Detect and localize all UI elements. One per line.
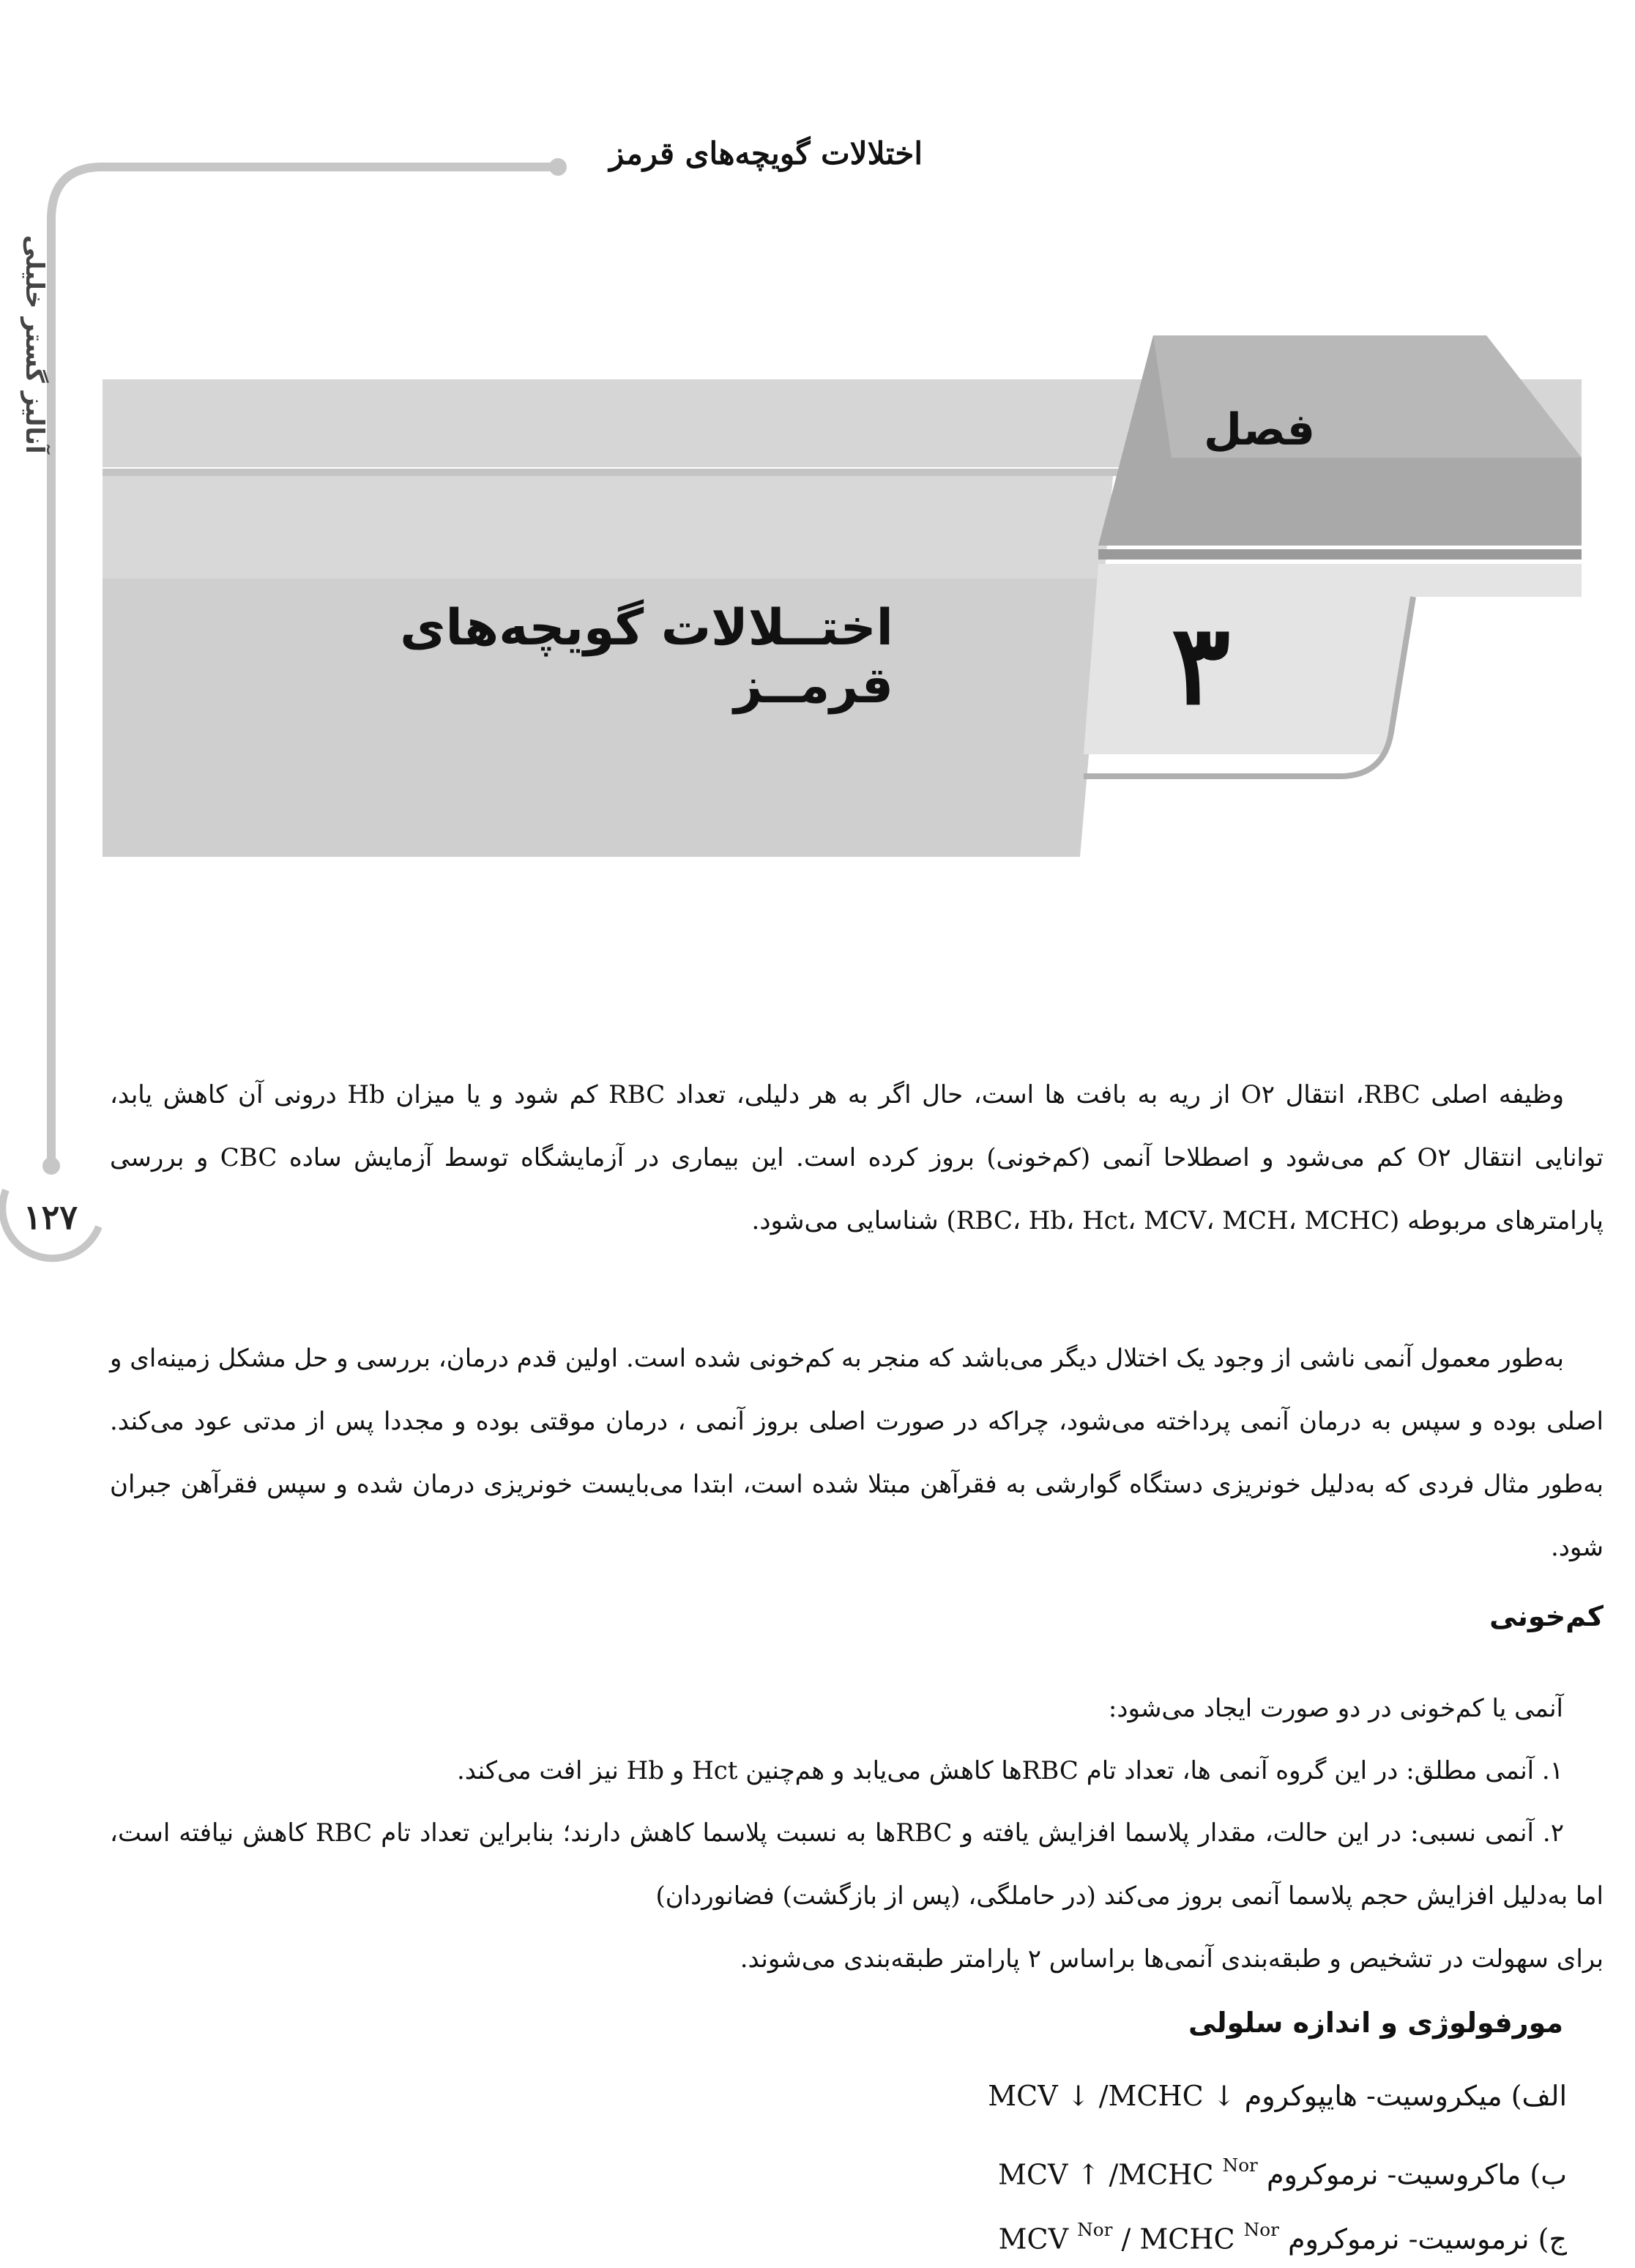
morphology-heading: مورفولوژی و اندازه سلولی xyxy=(1188,2007,1563,2039)
morphology-item-prefix: ج) نرموسیت- نرموکروم xyxy=(1288,2223,1567,2256)
arrow-up-icon: ↑ xyxy=(1076,2158,1100,2191)
morphology-indices: MCV ↓ /MCHC ↓ xyxy=(988,2080,1236,2112)
banner-body-highlight xyxy=(103,476,1113,579)
morphology-item-prefix: الف) میکروسیت- هایپوکروم xyxy=(1244,2080,1567,2112)
arrow-down-icon: ↓ xyxy=(1066,2080,1090,2112)
morphology-item-microcytic xyxy=(439,2067,1567,2125)
chapter-tab-stripe xyxy=(1098,549,1582,559)
page-number: ۱۲۷ xyxy=(23,1197,78,1237)
anemia-item-relative: ۲. آنمی نسبی: در این حالت، مقدار پلاسما افزایش یافته و RBCها به نسبت پلاسما کاهش دارند؛ بنابراین تعداد تام RBC کاهش نیافته است، اما به‌دلیل افزایش حجم پلاسما آنمی بروز می‌کند (در حاملگی، (پس از بازگشت) فضانوردان) xyxy=(110,1818,1604,1911)
anemia-intro-line: آنمی یا کم‌خونی در دو صورت ایجاد می‌شود: xyxy=(1108,1694,1563,1723)
morphology-indices: MCV ↑ /MCHC $^{Nor}$ xyxy=(998,2154,1258,2191)
arrow-down-icon: ↓ xyxy=(1212,2080,1236,2112)
chapter-label: فصل xyxy=(1204,404,1315,456)
anemia-heading: کم‌خونی xyxy=(1489,1600,1604,1632)
chapter-number: ۳ xyxy=(1171,601,1231,729)
morphology-item-prefix: ب) ماکروسیت- نرموکروم xyxy=(1266,2158,1567,2191)
intro-paragraph-1: وظیفه اصلی RBC، انتقال O۲ از ریه به بافت ها است، حال اگر به هر دلیلی، تعداد RBC کم شود و یا میزان Hb درونی آن کاهش یابد، توانایی انتقال O۲ کم می‌شود و اصطلاحا آنمی (کم‌خونی) بروز کرده است. این بیماری در آزمایشگاه توسط آزمایش ساده CBC و بررسی پارامترهای مربوطه (RBC، Hb، Hct، MCV، MCH، MCHC) شناسایی می‌شود. xyxy=(110,1080,1604,1235)
chapter-title: اختــلالات گویچه‌های قرمــز xyxy=(400,599,893,715)
anemia-classification-line: برای سهولت در تشخیص و طبقه‌بندی آنمی‌ها براساس ۲ پارامتر طبقه‌بندی می‌شوند. xyxy=(740,1944,1604,1974)
anemia-item-absolute: ۱. آنمی مطلق: در این گروه آنمی ها، تعداد تام RBCها کاهش می‌یابد و هم‌چنین Hct و Hb نیز افت می‌کند. xyxy=(456,1756,1563,1785)
morphology-item-normocytic xyxy=(439,2201,1567,2268)
side-vertical-label: آنالیز گستر خلیلی xyxy=(20,234,49,454)
intro-paragraph-2: به‌طور معمول آنمی ناشی از وجود یک اختلال دیگر می‌باشد که منجر به کم‌خونی شده است. اولین قدم درمان، بررسی و حل مشکل زمینه‌ای و اصلی بوده و سپس به درمان آنمی پرداخته می‌شود، چراکه در صورت اصلی بروز آنمی ، درمان موقتی بوده و مجددا پس از مدتی عود می‌کند. به‌طور مثال فردی که به‌دلیل خونریزی دستگاه گوارشی به فقرآهن مبتلا شده است، ابتدا می‌بایست خونریزی درمان شده و سپس فقرآهن جبران شود. xyxy=(110,1344,1604,1562)
running-header: اختلالات گویچه‌های قرمز xyxy=(609,135,923,171)
morphology-item-macrocytic xyxy=(439,2136,1567,2204)
side-rule-dot xyxy=(42,1157,60,1175)
morphology-indices: MCV $^{Nor}$ / MCHC $^{Nor}$ xyxy=(998,2219,1279,2256)
